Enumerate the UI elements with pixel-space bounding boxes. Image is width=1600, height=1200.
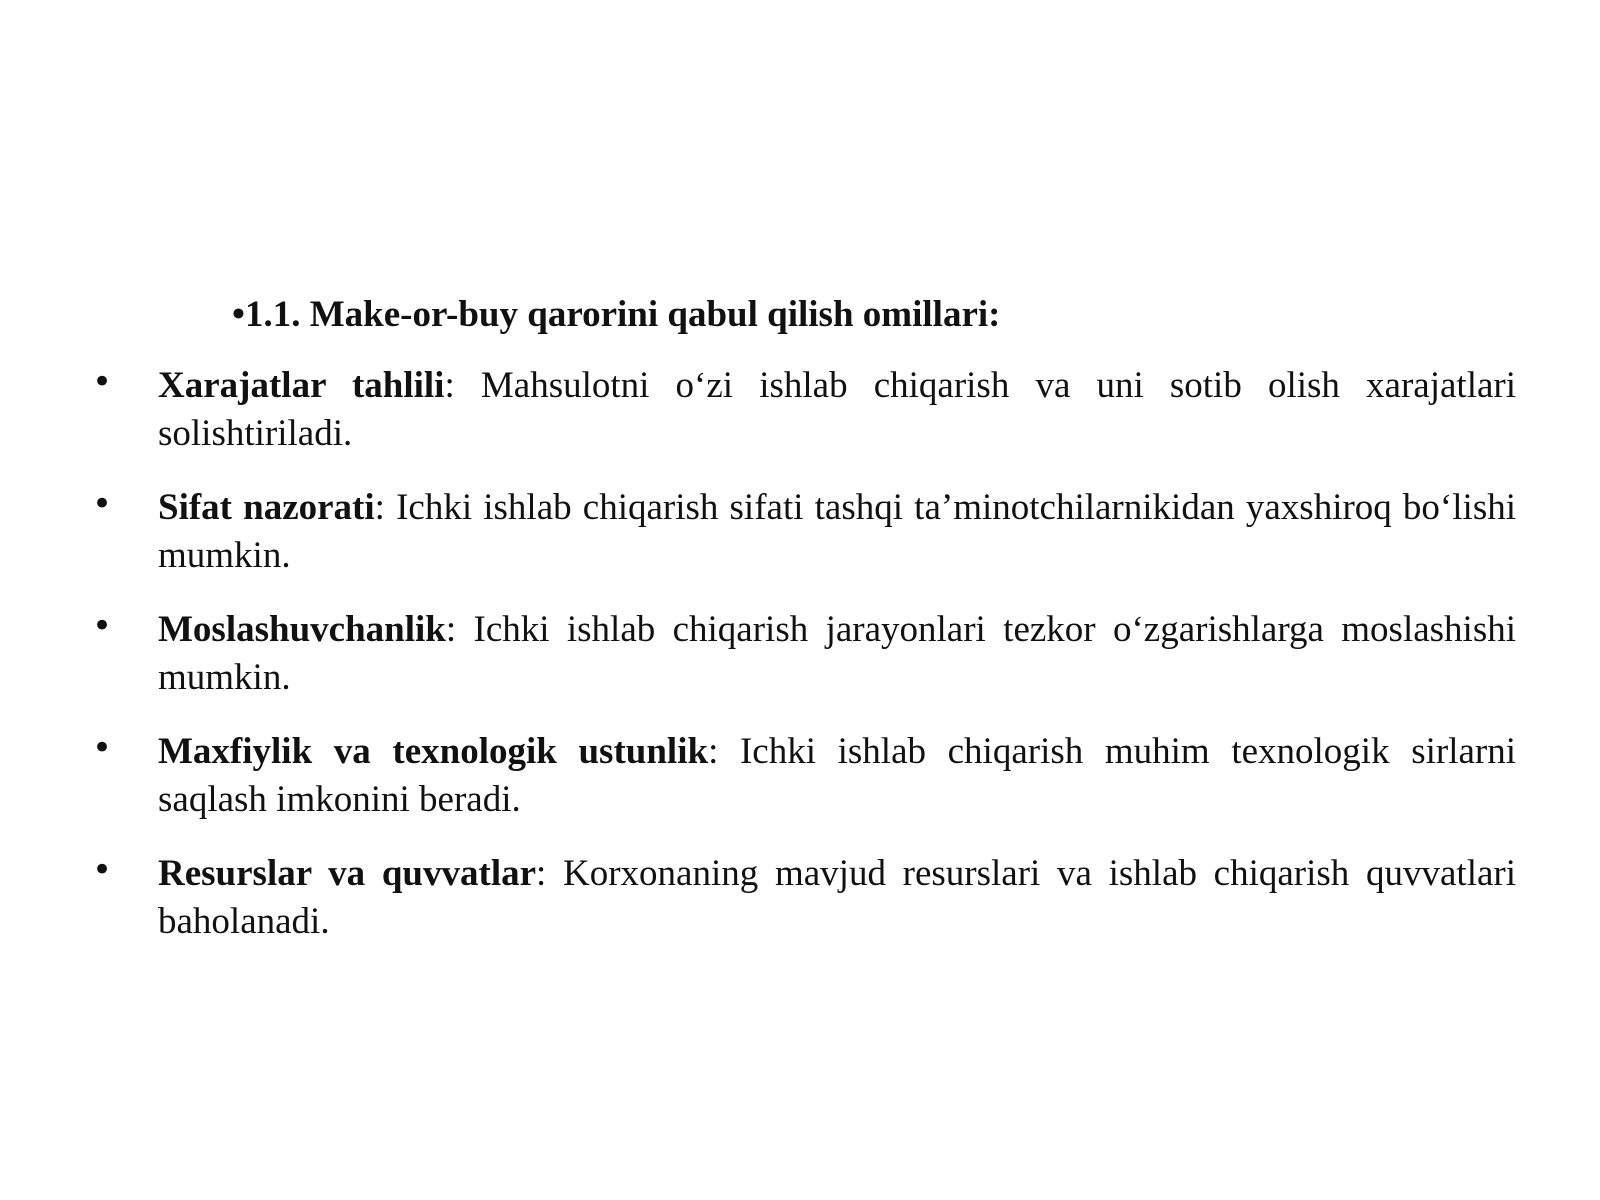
- item-separator: :: [374, 487, 385, 528]
- factor-list: [0, 362, 1600, 972]
- item-term: Maxfiylik va texnologik ustunlik: [158, 731, 709, 772]
- item-term: Sifat nazorati: [158, 487, 375, 528]
- list-bullet: •: [92, 362, 113, 402]
- item-description: Ichki ishlab chiqarish sifati tashqi ta’minotchilarnikidan yaxshiroq bo‘lishi mumkin.: [158, 487, 1516, 576]
- item-separator: :: [444, 365, 455, 406]
- list-bullet: •: [92, 484, 113, 524]
- list-bullet: •: [92, 728, 113, 768]
- list-item-text: [158, 728, 1516, 824]
- list-item: [0, 362, 1600, 458]
- item-description: Mahsulotni o‘zi ishlab chiqarish va uni sotib olish xarajatlari solishtiriladi.: [158, 365, 1516, 454]
- list-item: [0, 606, 1600, 702]
- list-item: [0, 850, 1600, 946]
- heading-text: 1.1. Make-or-buy qarorini qabul qilish omillari:: [244, 294, 1001, 335]
- heading-bullet: •: [232, 294, 245, 335]
- item-description: Korxonaning mavjud resurslari va ishlab chiqarish quvvatlari baholanadi.: [158, 853, 1517, 942]
- list-item-text: [158, 606, 1516, 702]
- item-term: Resurslar va quvvatlar: [158, 853, 537, 894]
- item-term: Moslashuvchanlik: [158, 609, 446, 650]
- item-description: Ichki ishlab chiqarish muhim texnologik sirlarni saqlash imkonini beradi.: [158, 731, 1517, 820]
- list-item-text: [158, 850, 1516, 946]
- list-bullet: •: [92, 850, 113, 890]
- list-bullet: •: [92, 606, 113, 646]
- item-description: Ichki ishlab chiqarish jarayonlari tezkor o‘zgarishlarga moslashishi mumkin.: [158, 609, 1516, 698]
- list-item: [0, 484, 1600, 580]
- list-item: [0, 728, 1600, 824]
- item-term: Xarajatlar tahlili: [158, 365, 445, 406]
- list-item-text: [158, 362, 1516, 458]
- item-separator: :: [708, 731, 719, 772]
- item-separator: :: [445, 609, 457, 650]
- list-item-text: [158, 484, 1516, 580]
- section-heading: [232, 294, 1000, 336]
- item-separator: :: [536, 853, 547, 894]
